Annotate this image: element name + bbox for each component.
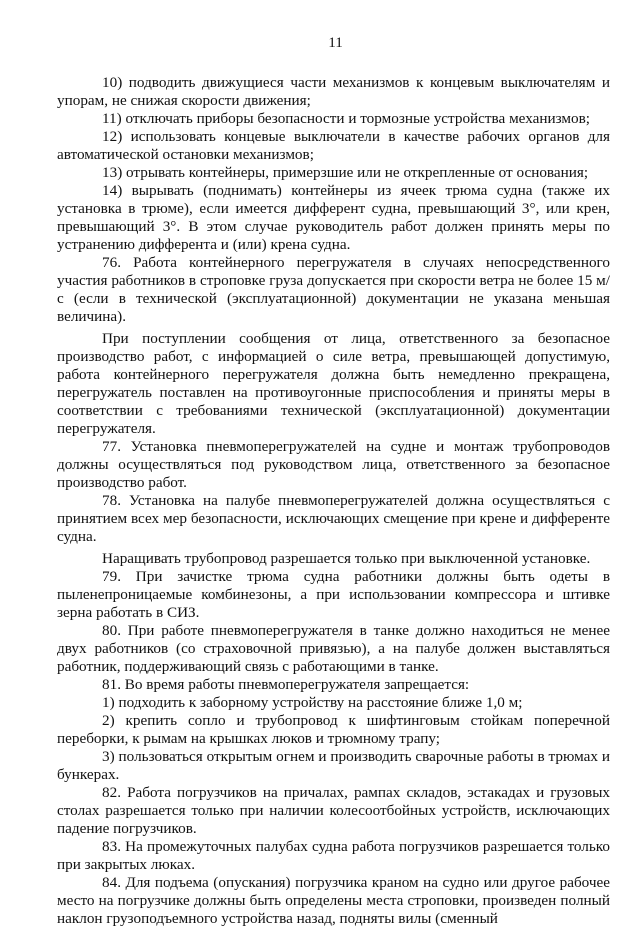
page-number: 11 [328,34,343,51]
paragraph-81-item-2: 2) крепить сопло и трубопровод к шифтинговым стойкам поперечной переборки, к рымам на крышках люков и трюмному трапу; [57,712,610,747]
paragraph-76: 76. Работа контейнерного перегружателя в случаях непосредственного участия работников в строповке груза допускается при скорости ветра не более 15 м/с (если в технической (эксплуатационной) документации не указана меньшая величина). [57,254,610,325]
paragraph-83: 83. На промежуточных палубах судна работа погрузчиков разрешается только при закрытых люках. [57,838,610,873]
paragraph-81-item-3: 3) пользоваться открытым огнем и производить сварочные работы в трюмах и бункерах. [57,748,610,783]
paragraph-78: 78. Установка на палубе пневмоперегружателей должна осуществляться с принятием всех мер безопасности, исключающих смещение при крене и дифференте судна. [57,492,610,545]
paragraph-81: 81. Во время работы пневмоперегружателя запрещается: [102,676,470,693]
paragraph-item-10: 10) подводить движущиеся части механизмов к концевым выключателям и упорам, не снижая скорости движения; [57,74,610,109]
paragraph-82: 82. Работа погрузчиков на причалах, рампах складов, эстакадах и грузовых столах разрешается только при наличии колесоотбойных устройств, исключающих падение погрузчиков. [57,784,610,837]
paragraph-77: 77. Установка пневмоперегружателей на судне и монтаж трубопроводов должны осуществляться под руководством лица, ответственного за безопасное производство работ. [57,438,610,491]
paragraph-item-11: 11) отключать приборы безопасности и тормозные устройства механизмов; [102,110,590,127]
paragraph-item-12: 12) использовать концевые выключатели в качестве рабочих органов для автоматической остановки механизмов; [57,128,610,163]
paragraph-item-13: 13) отрывать контейнеры, примерзшие или не открепленные от основания; [102,164,589,181]
paragraph-78-continued: Наращивать трубопровод разрешается только при выключенной установке. [102,550,591,567]
paragraph-81-item-1: 1) подходить к заборному устройству на расстояние ближе 1,0 м; [102,694,523,711]
paragraph-84: 84. Для подъема (опускания) погрузчика краном на судно или другое рабочее место на погрузчике должны быть определены места строповки, произведен полный наклон грузоподъемного устройства назад, подняты вилы (сменный [57,874,610,927]
paragraph-80: 80. При работе пневмоперегружателя в танке должно находиться не менее двух работников (со страховочной привязью), а на палубе должен выставляться работник, поддерживающий связь с работающими в танке. [57,622,610,675]
paragraph-76-continued: При поступлении сообщения от лица, ответственного за безопасное производство работ, с информацией о силе ветра, превышающей допустимую, работа контейнерного перегружателя должна быть немедленно прекращена, перегружатель поставлен на противоугонные приспособления и приняты меры в соответствии с требованиями технической (эксплуатационной) документации перегружателя. [57,330,610,437]
paragraph-item-14: 14) вырывать (поднимать) контейнеры из ячеек трюма судна (также их установка в трюме), если имеется дифферент судна, превышающий 3°, или крен, превышающий 3°. В этом случае руководитель работ должен принять меры по устранению дифферента и (или) крена судна. [57,182,610,253]
paragraph-79: 79. При зачистке трюма судна работники должны быть одеты в пыленепроницаемые комбинезоны, а при использовании компрессора и штивке зерна работать в СИЗ. [57,568,610,621]
